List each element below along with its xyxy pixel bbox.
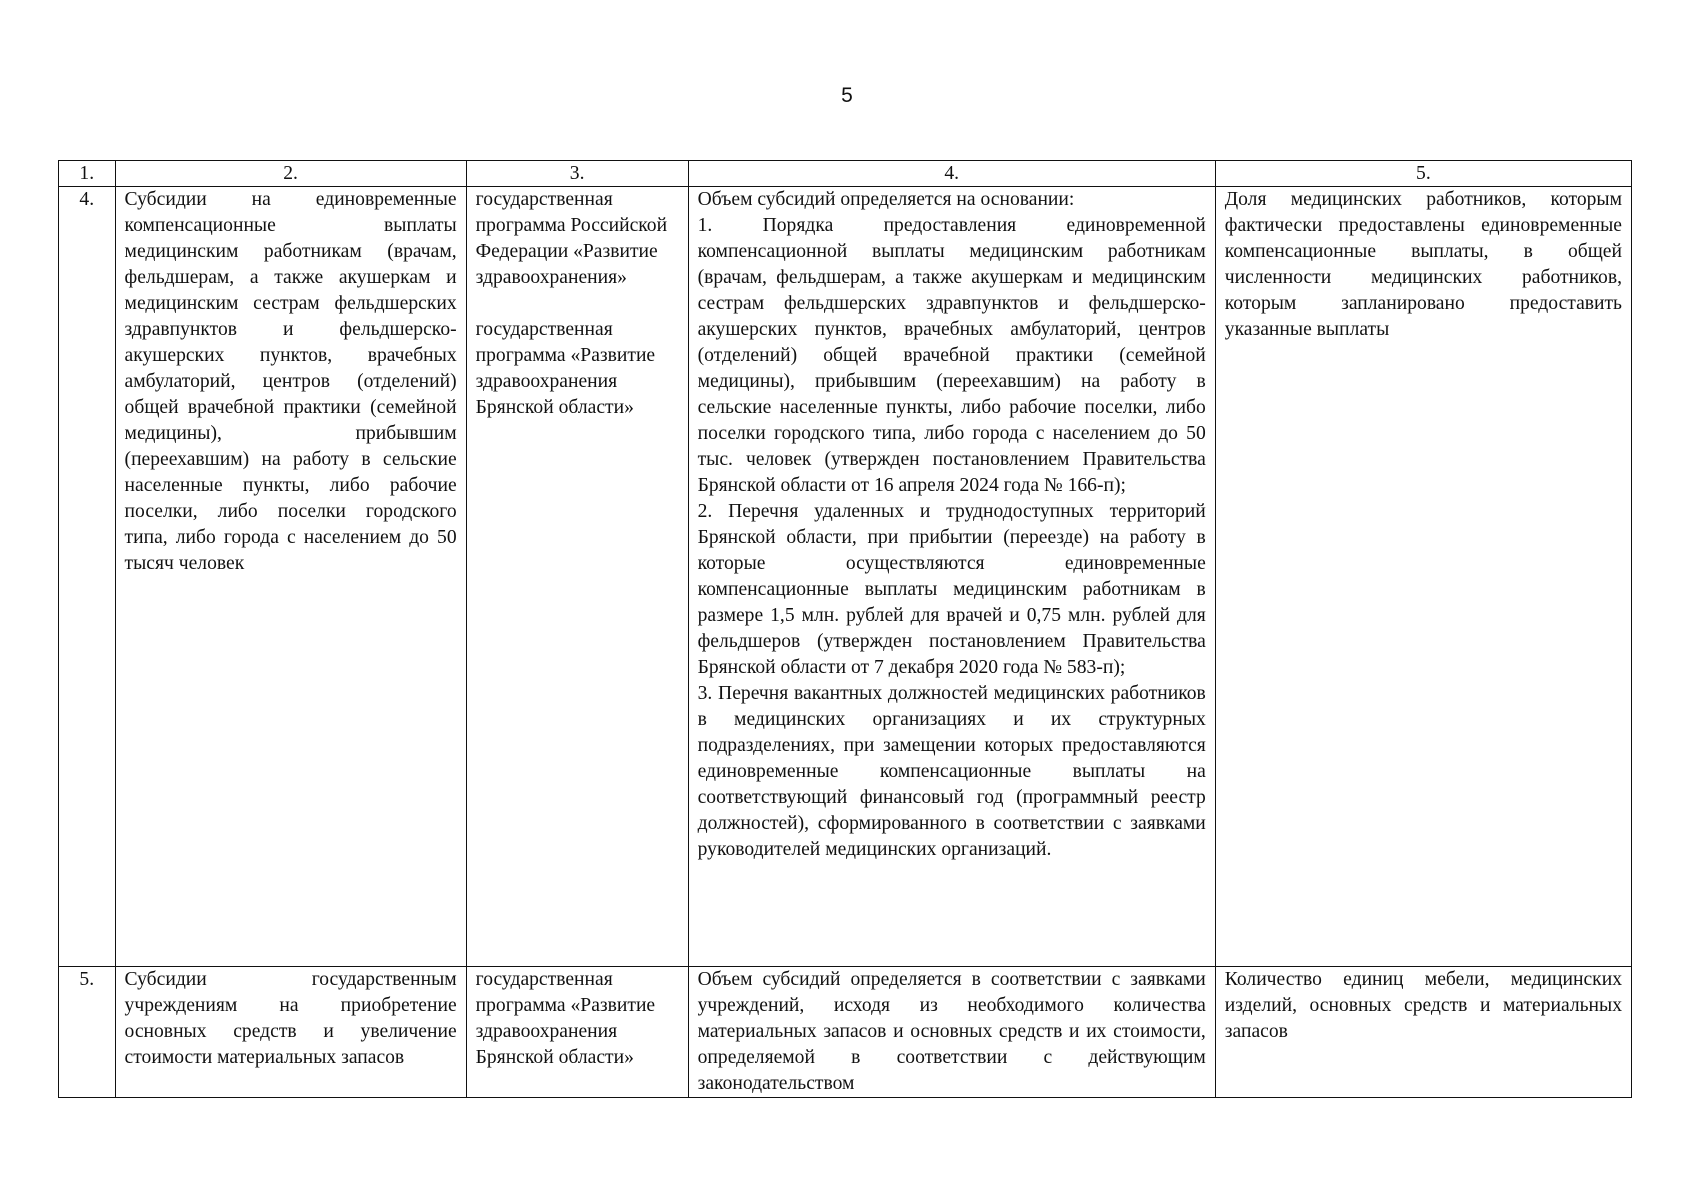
subsidies-table: [58, 160, 1632, 1098]
program-text: государственная программа «Развитие здравоохранения Брянской области»: [475, 969, 656, 1068]
indicator-text: Количество единиц мебели, медицинских изделий, основных средств и материальных запасов: [1215, 967, 1631, 1098]
basis-paragraph: 1. Порядка предоставления единовременной компенсационной выплаты медицинским работникам (врачам, фельдшерам, а также акушеркам и медицинским сестрам фельдшерских здравпунктов и фельдшерско-акушерских пунктов, врачебных амбулаторий, центров (отделений) общей врачебной практики (семейной медицины), прибывшим (переехавшим) на работу в сельские населенные пункты, либо рабочие поселки, либо поселки городского типа, либо города с населением до 50 тыс. человек (утвержден постановлением Правительства Брянской области от 16 апреля 2024 года № 166-п);: [697, 215, 1206, 496]
indicator-text: Доля медицинских работников, которым фактически предоставлены единовременные компенсационные выплаты, в общей численности медицинских работников, которым запланировано предоставить указанные выплаты: [1215, 187, 1631, 967]
basis-cell: [688, 187, 1215, 967]
basis-cell: [688, 967, 1215, 1098]
column-header-3: 3.: [466, 161, 688, 187]
basis-paragraph: Объем субсидий определяется в соответствии с заявками учреждений, исходя из необходимого количества материальных запасов и основных средств и их стоимости, определяемой в соответствии с действующим законодательством: [697, 969, 1206, 1094]
program-text: государственная программа «Развитие здравоохранения Брянской области»: [475, 319, 656, 418]
table-row: [59, 187, 1632, 967]
column-header-4: 4.: [688, 161, 1215, 187]
subsidy-name: Субсидии государственным учреждениям на приобретение основных средств и увеличение стоимости материальных запасов: [115, 967, 466, 1098]
row-number: 4.: [59, 187, 116, 967]
program-cell: [466, 187, 688, 967]
row-number: 5.: [59, 967, 116, 1098]
basis-paragraph: 3. Перечня вакантных должностей медицинских работников в медицинских организациях и их структурных подразделениях, при замещении которых предоставляются единовременные компенсационные выплаты на соответствующий финансовый год (программный реестр должностей), сформированного в соответствии с заявками руководителей медицинских организаций.: [697, 683, 1206, 860]
basis-paragraph: Объем субсидий определяется на основании:: [697, 189, 1075, 210]
page-number: 5: [841, 84, 853, 107]
program-cell: [466, 967, 688, 1098]
basis-paragraph: 2. Перечня удаленных и труднодоступных территорий Брянской области, при прибытии (переезде) на работу в которые осуществляются единовременные компенсационные выплаты медицинским работникам в размере 1,5 млн. рублей для врачей и 0,75 млн. рублей для фельдшеров (утвержден постановлением Правительства Брянской области от 7 декабря 2020 года № 583-п);: [697, 501, 1206, 678]
table-row: [59, 967, 1632, 1098]
column-header-2: 2.: [115, 161, 466, 187]
column-header-5: 5.: [1215, 161, 1631, 187]
program-spacer: [476, 291, 679, 317]
program-text: государственная программа Российской Федерации «Развитие здравоохранения»: [475, 189, 668, 288]
column-header-1: 1.: [59, 161, 116, 187]
table-header-row: [59, 161, 1632, 187]
subsidy-name: Субсидии на единовременные компенсационные выплаты медицинским работникам (врачам, фельдшерам, а также акушеркам и медицинским сестрам фельдшерских здравпунктов и фельдшерско-акушерских пунктов, врачебных амбулаторий, центров (отделений) общей врачебной практики (семейной медицины), прибывшим (переехавшим) на работу в сельские населенные пункты, либо рабочие поселки, либо поселки городского типа, либо города с населением до 50 тысяч человек: [115, 187, 466, 967]
